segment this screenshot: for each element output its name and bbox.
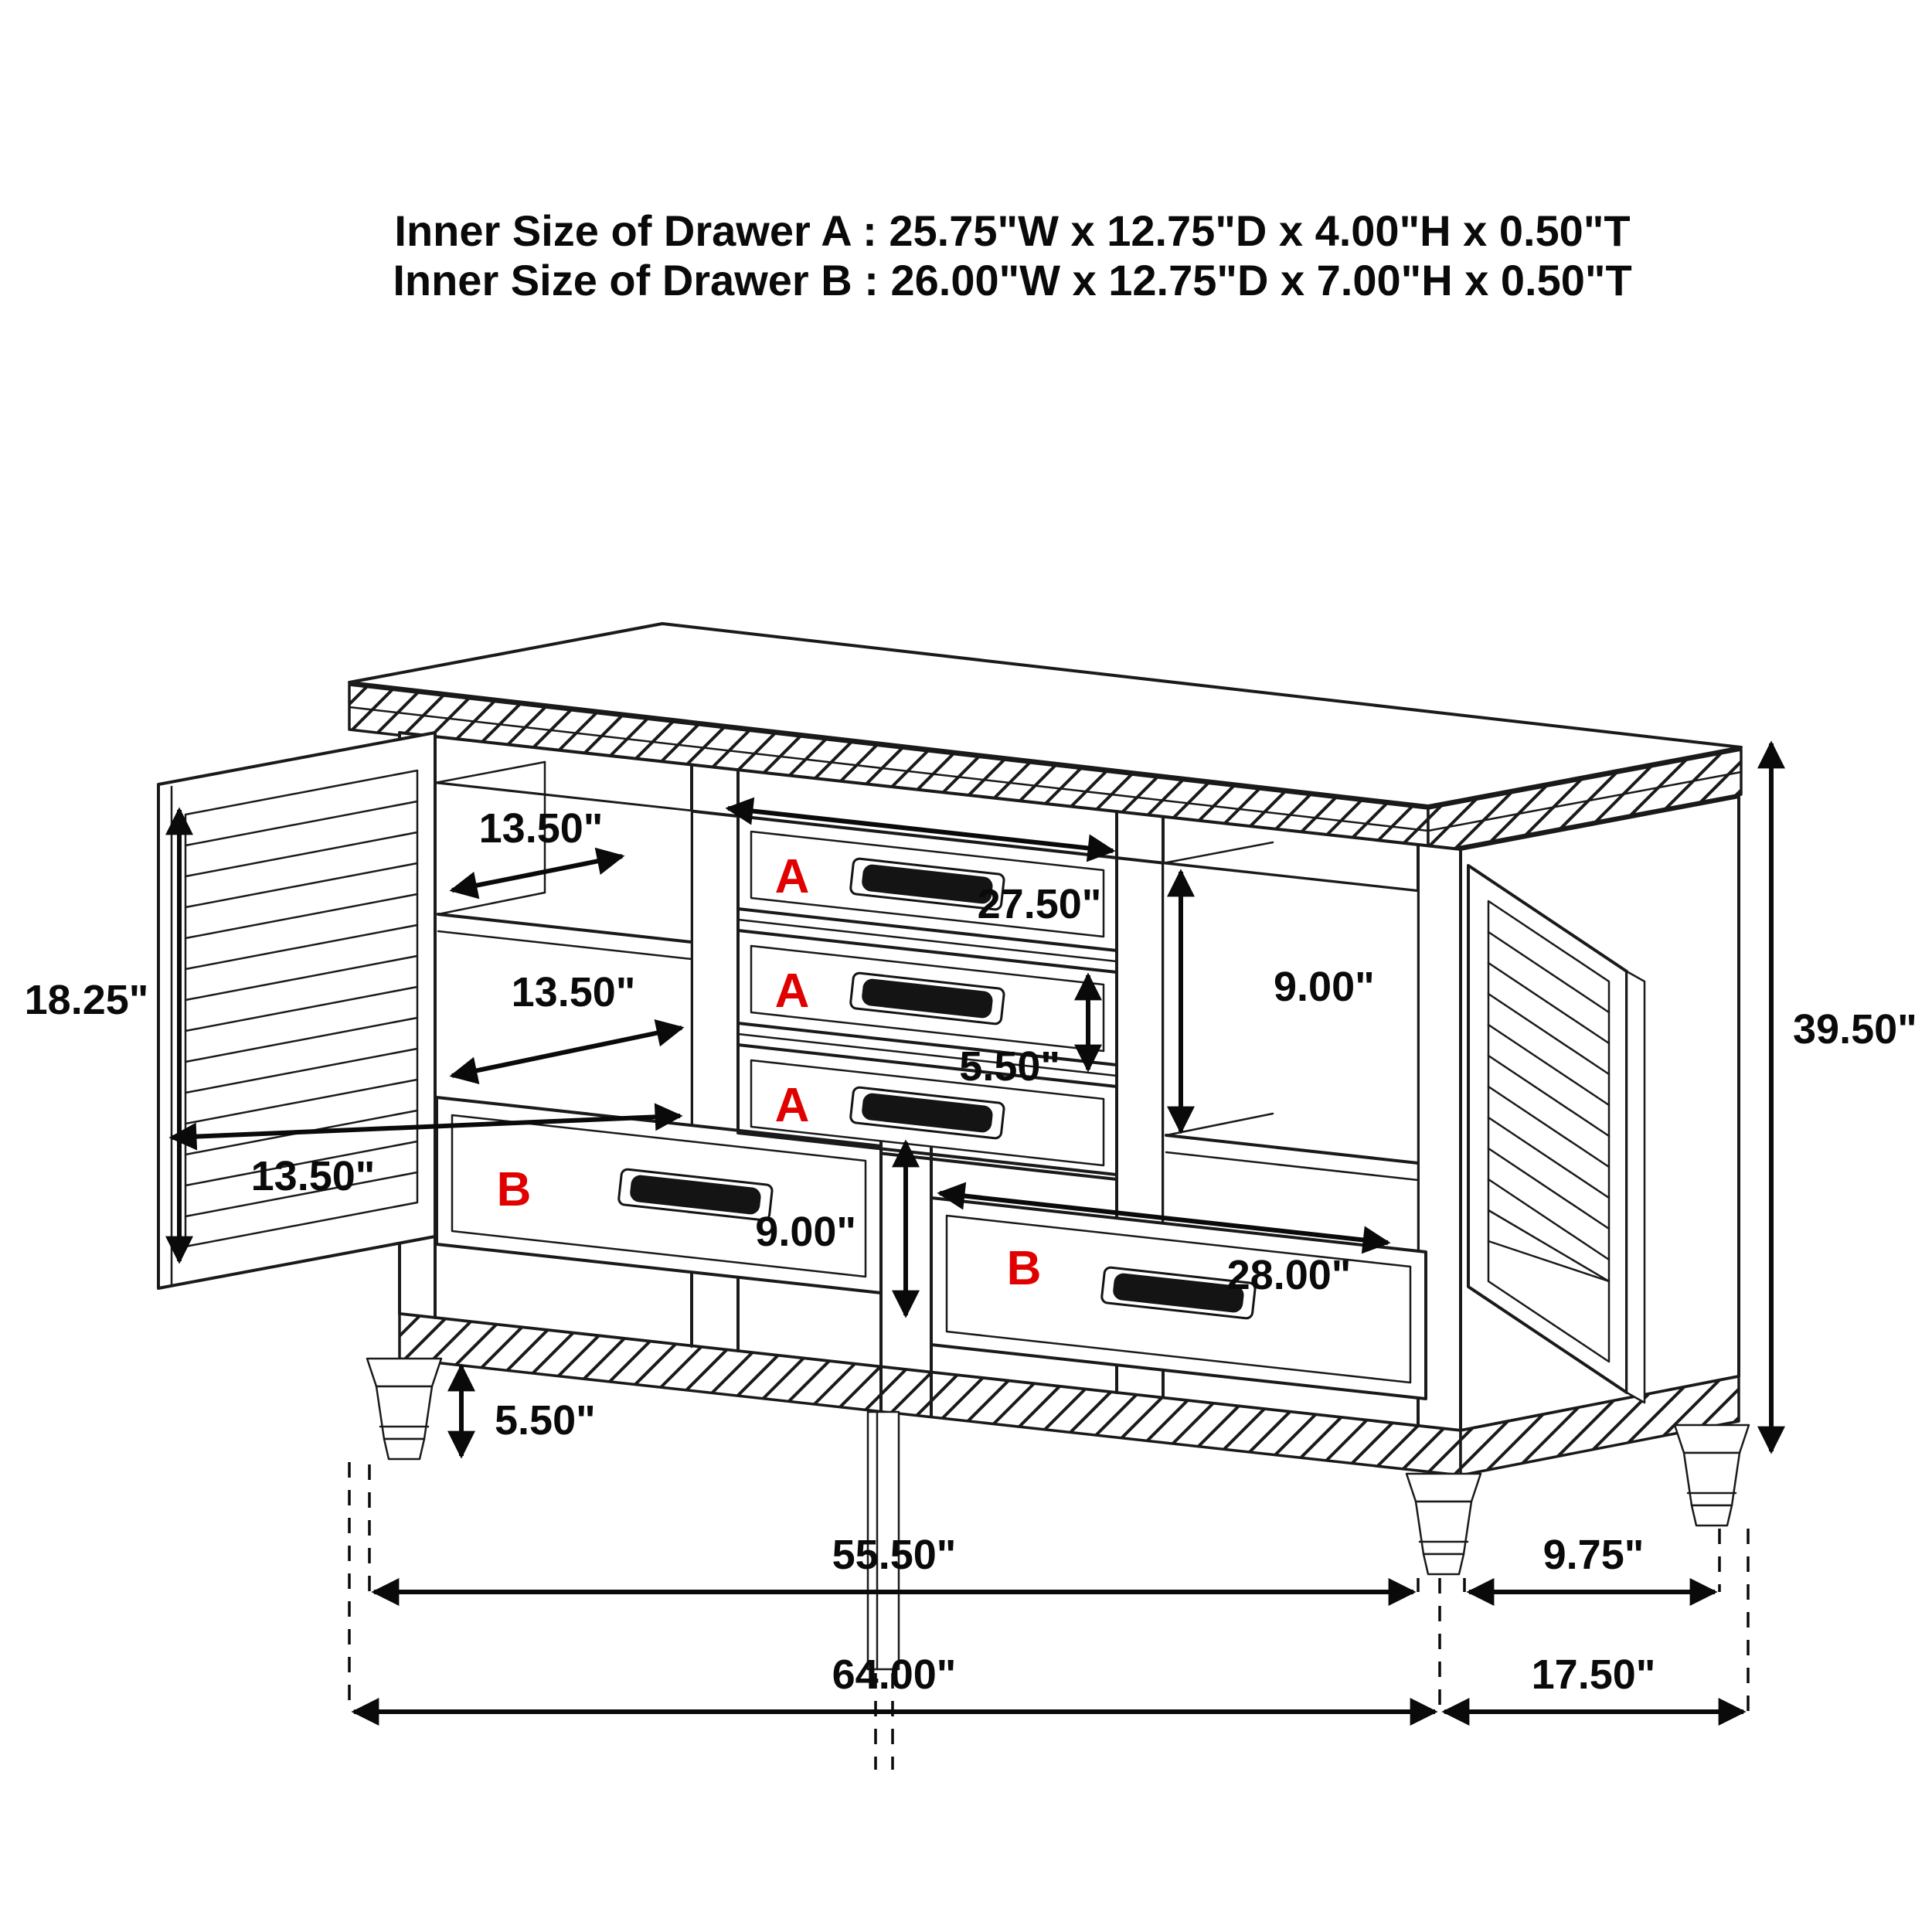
label-drawer-a3: A <box>774 1079 810 1132</box>
dim-drawer-b-width-label: 28.00" <box>1226 1252 1352 1298</box>
foot-right-front <box>1406 1474 1481 1574</box>
dim-overall-height-label: 39.50" <box>1793 1006 1917 1053</box>
label-drawer-a1: A <box>774 850 810 903</box>
dim-foot-height-label: 5.50" <box>495 1397 596 1444</box>
dim-back-foot-offset <box>1469 1532 1715 1592</box>
dim-drawer-a-opening-height-label: 5.50" <box>959 1043 1060 1090</box>
dim-foot-height <box>461 1366 596 1456</box>
foot-right-back <box>1675 1425 1749 1526</box>
dim-front-feet-span-label: 55.50" <box>832 1532 957 1578</box>
dim-right-opening-height-label: 9.00" <box>1274 964 1375 1010</box>
label-drawer-a2: A <box>774 964 810 1018</box>
label-drawer-b2: B <box>1006 1242 1042 1295</box>
dim-drawer-b-opening-height-label: 9.00" <box>755 1209 856 1255</box>
right-opening <box>1163 863 1418 1251</box>
title-line-1: Inner Size of Drawer A : 25.75"W x 12.75"D x 4.00"H x 0.50"T <box>394 206 1631 255</box>
dim-overall-depth-label: 17.50" <box>1531 1651 1656 1698</box>
dim-lower-compartment-depth-label: 13.50" <box>511 969 636 1015</box>
right-door-edge-thickness <box>1627 971 1645 1403</box>
dim-back-foot-offset-label: 9.75" <box>1543 1532 1645 1578</box>
extension-lines <box>349 1462 1748 1770</box>
dim-door-height <box>25 810 179 1261</box>
dim-left-shelf-depth-label: 13.50" <box>478 805 604 852</box>
dim-door-height-label: 18.25" <box>24 977 149 1023</box>
dim-overall-width <box>354 1651 1435 1712</box>
left-door <box>158 733 435 1288</box>
foot-left-front <box>367 1359 441 1459</box>
drawer-bank-a <box>738 816 1117 1179</box>
right-door-frame <box>1488 901 1609 1362</box>
title-line-2: Inner Size of Drawer B : 26.00"W x 12.75"D x 7.00"H x 0.50"T <box>393 256 1632 304</box>
dim-overall-height <box>1771 743 1917 1451</box>
right-compartment <box>1163 842 1418 1251</box>
dim-drawer-a-width-label: 27.50" <box>977 881 1102 927</box>
dim-overall-width-label: 64.00" <box>832 1651 957 1698</box>
dim-overall-depth <box>1444 1651 1743 1712</box>
dim-door-width-label: 13.50" <box>250 1153 376 1199</box>
label-drawer-b1: B <box>496 1163 532 1216</box>
